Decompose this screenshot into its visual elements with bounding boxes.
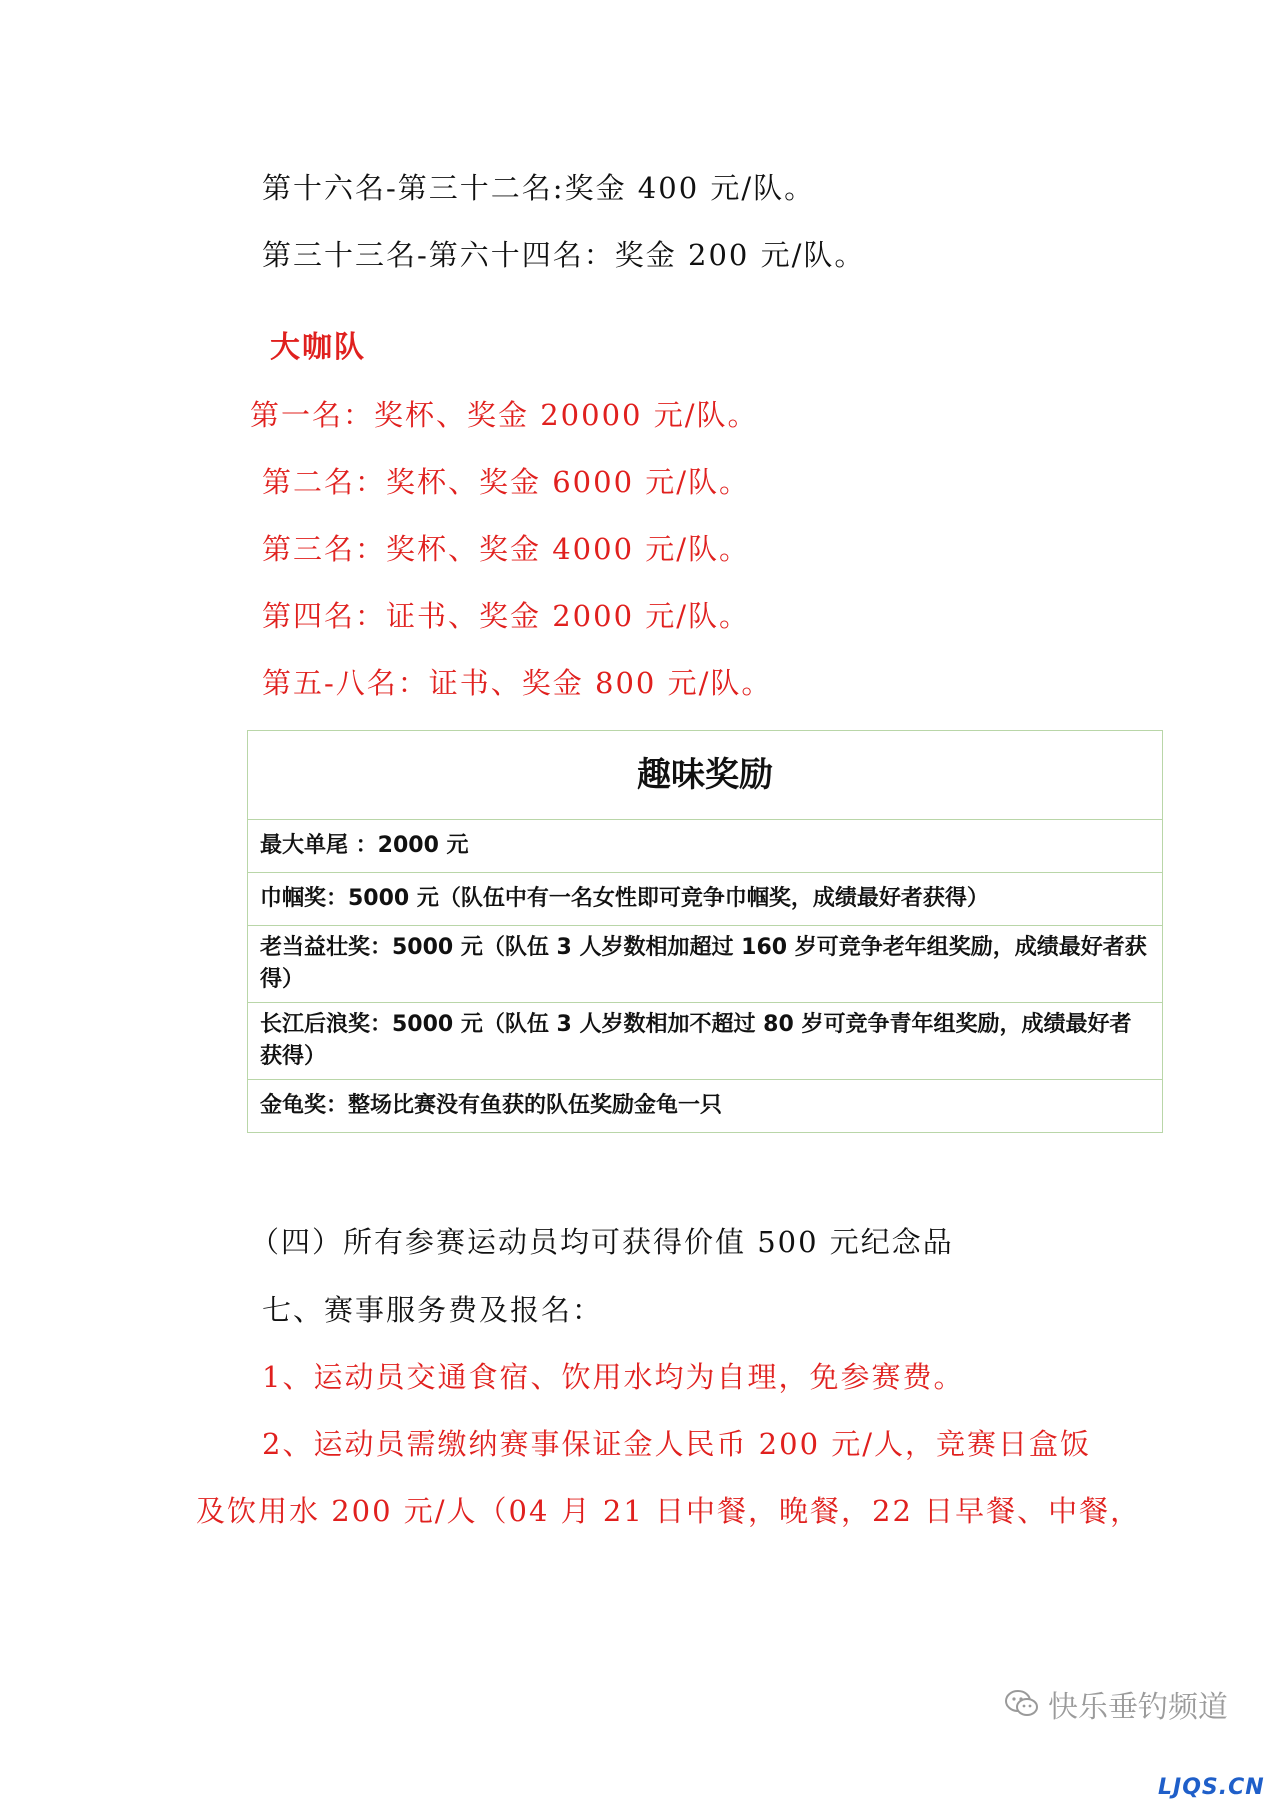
table-cell: 金龟奖：整场比赛没有鱼获的队伍奖励金龟一只: [248, 1080, 1163, 1133]
table-row: [248, 731, 1163, 820]
table-title: 趣味奖励: [248, 731, 1163, 820]
table-row: [248, 820, 1163, 873]
daka-heading: 大咖队: [270, 330, 366, 365]
watermark-text: 快乐垂钓频道: [1048, 1690, 1228, 1725]
table-cell: 长江后浪奖：5000 元（队伍 3 人岁数相加不超过 80 岁可竞争青年组奖励，成绩最好者获得）: [248, 1003, 1163, 1080]
table-cell: 老当益壮奖：5000 元（队伍 3 人岁数相加超过 160 岁可竞争老年组奖励，成绩最好者获得）: [248, 926, 1163, 1003]
table-row: [248, 873, 1163, 926]
daka-prize-1: 第一名：奖杯、奖金 20000 元/队。: [250, 398, 759, 432]
section7-item2-line2: 及饮用水 200 元/人（04 月 21 日中餐，晚餐，22 日早餐、中餐，: [196, 1494, 1142, 1528]
wechat-icon: [1004, 1688, 1040, 1720]
table-row: [248, 1003, 1163, 1080]
daka-prize-2: 第二名：奖杯、奖金 6000 元/队。: [262, 465, 751, 499]
daka-prize-4: 第四名：证书、奖金 2000 元/队。: [262, 599, 751, 633]
site-logo: LJQS.CN: [1158, 1775, 1265, 1800]
section7-item1: 1、运动员交通食宿、饮用水均为自理，免参赛费。: [262, 1360, 965, 1394]
fun-reward-table: [247, 730, 1163, 1133]
prize-line-33-64: 第三十三名-第六十四名：奖金 200 元/队。: [262, 238, 866, 272]
table-row: [248, 926, 1163, 1003]
souvenir-line: （四）所有参赛运动员均可获得价值 500 元纪念品: [250, 1225, 954, 1259]
table-cell: 最大单尾 ：2000 元: [248, 820, 1163, 873]
daka-prize-5-8: 第五-八名：证书、奖金 800 元/队。: [262, 666, 773, 700]
section7-item2-line1: 2、运动员需缴纳赛事保证金人民币 200 元/人，竞赛日盒饭: [262, 1427, 1092, 1461]
section7-heading: 七、赛事服务费及报名：: [262, 1293, 604, 1327]
table-cell: 巾帼奖：5000 元（队伍中有一名女性即可竞争巾帼奖，成绩最好者获得）: [248, 873, 1163, 926]
watermark: [1004, 1682, 1228, 1726]
table-row: [248, 1080, 1163, 1133]
daka-prize-3: 第三名：奖杯、奖金 4000 元/队。: [262, 532, 751, 566]
prize-line-16-32: 第十六名-第三十二名:奖金 400 元/队。: [262, 171, 816, 205]
